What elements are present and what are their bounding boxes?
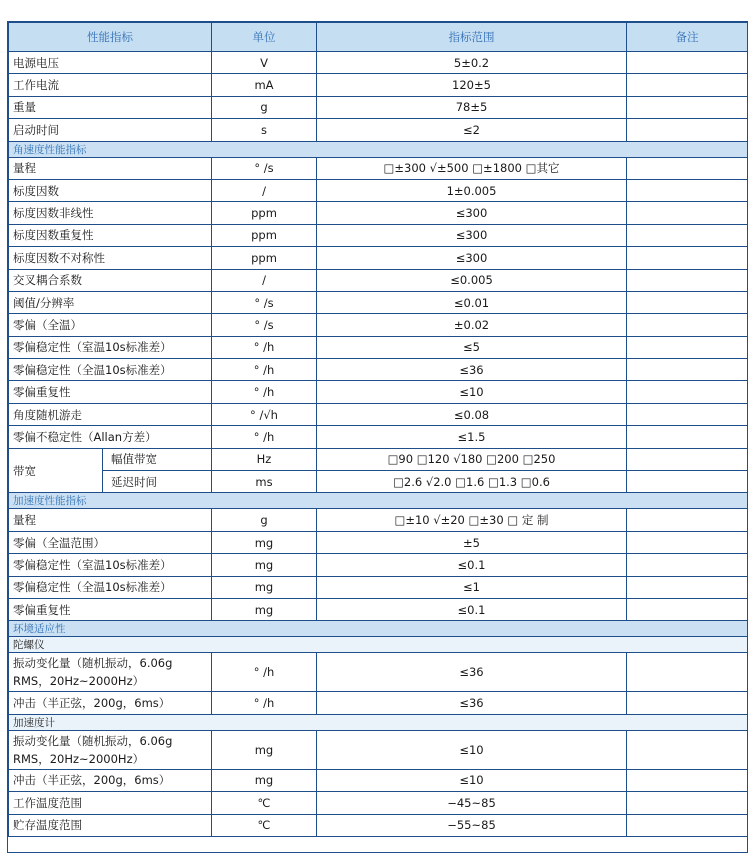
param-note xyxy=(627,269,748,291)
section-accel xyxy=(9,493,748,509)
param-name: 标度因数非线性 xyxy=(9,202,212,224)
param-value: ≤300 xyxy=(317,224,627,246)
param-note xyxy=(627,179,748,201)
param-unit: ℃ xyxy=(212,814,317,836)
param-name: 量程 xyxy=(9,509,212,531)
param-unit: mA xyxy=(212,74,317,96)
param-value: ≤300 xyxy=(317,202,627,224)
param-value: ±5 xyxy=(317,531,627,553)
param-name: 工作电流 xyxy=(9,74,212,96)
param-value: 120±5 xyxy=(317,74,627,96)
param-name: 贮存温度范围 xyxy=(9,814,212,836)
table-row xyxy=(9,269,748,291)
table-row xyxy=(9,509,748,531)
param-note xyxy=(627,471,748,493)
table-row xyxy=(9,336,748,358)
param-note xyxy=(627,157,748,179)
param-unit: mg xyxy=(212,769,317,791)
param-note xyxy=(627,509,748,531)
param-note xyxy=(627,426,748,448)
param-unit: mg xyxy=(212,576,317,598)
table-row xyxy=(9,448,748,470)
param-name: 零偏重复性 xyxy=(9,381,212,403)
header-note: 备注 xyxy=(627,23,748,52)
table-row xyxy=(9,52,748,74)
table-row xyxy=(9,730,748,769)
table-header-row xyxy=(9,23,748,52)
param-name: 延迟时间 xyxy=(103,471,212,493)
param-value: ≤2 xyxy=(317,119,627,141)
table-row xyxy=(9,247,748,269)
param-unit: ° /√h xyxy=(212,403,317,425)
param-note xyxy=(627,598,748,620)
table-row xyxy=(9,381,748,403)
param-note xyxy=(627,792,748,814)
param-name: 冲击（半正弦，200g，6ms） xyxy=(9,692,212,714)
table-row xyxy=(9,224,748,246)
param-name: 振动变化量（随机振动，6.06g RMS，20Hz~2000Hz） xyxy=(9,653,212,692)
param-note xyxy=(627,554,748,576)
param-value: ≤0.1 xyxy=(317,554,627,576)
param-note xyxy=(627,653,748,692)
param-name: 零偏稳定性（全温10s标准差） xyxy=(9,576,212,598)
param-name: 标度因数 xyxy=(9,179,212,201)
param-unit: ° /h xyxy=(212,336,317,358)
param-name: 标度因数不对称性 xyxy=(9,247,212,269)
param-unit: ms xyxy=(212,471,317,493)
param-value: −45~85 xyxy=(317,792,627,814)
spec-table xyxy=(8,22,748,837)
param-name: 电源电压 xyxy=(9,52,212,74)
subsection-accel xyxy=(9,714,748,730)
param-unit: g xyxy=(212,96,317,118)
header-range: 指标范围 xyxy=(317,23,627,52)
param-note xyxy=(627,119,748,141)
param-note xyxy=(627,74,748,96)
param-name: 工作温度范围 xyxy=(9,792,212,814)
param-value: ≤300 xyxy=(317,247,627,269)
param-note xyxy=(627,814,748,836)
param-note xyxy=(627,730,748,769)
param-name: 振动变化量（随机振动，6.06g RMS，20Hz~2000Hz） xyxy=(9,730,212,769)
param-note xyxy=(627,576,748,598)
param-name: 零偏（全温范围） xyxy=(9,531,212,553)
param-value: □90 □120 √180 □200 □250 xyxy=(317,448,627,470)
param-note xyxy=(627,769,748,791)
param-note xyxy=(627,531,748,553)
param-unit: ° /s xyxy=(212,291,317,313)
param-unit: s xyxy=(212,119,317,141)
param-unit: ℃ xyxy=(212,792,317,814)
header-param: 性能指标 xyxy=(9,23,212,52)
param-unit: ppm xyxy=(212,247,317,269)
param-note xyxy=(627,359,748,381)
param-name: 标度因数重复性 xyxy=(9,224,212,246)
param-name: 阈值/分辨率 xyxy=(9,291,212,313)
param-unit: / xyxy=(212,179,317,201)
param-note xyxy=(627,448,748,470)
param-unit: ° /s xyxy=(212,157,317,179)
param-unit: mg xyxy=(212,598,317,620)
param-value: ≤36 xyxy=(317,653,627,692)
param-value: ≤0.08 xyxy=(317,403,627,425)
table-row xyxy=(9,471,748,493)
table-row xyxy=(9,403,748,425)
section-gyro-label: 角速度性能指标 xyxy=(9,141,748,157)
param-name: 零偏重复性 xyxy=(9,598,212,620)
param-unit: mg xyxy=(212,730,317,769)
table-row xyxy=(9,74,748,96)
table-row xyxy=(9,157,748,179)
param-name: 角度随机游走 xyxy=(9,403,212,425)
param-note xyxy=(627,403,748,425)
param-value: 1±0.005 xyxy=(317,179,627,201)
param-name: 启动时间 xyxy=(9,119,212,141)
table-row xyxy=(9,531,748,553)
table-row xyxy=(9,179,748,201)
section-accel-label: 加速度性能指标 xyxy=(9,493,748,509)
param-value: □±10 √±20 □±30 □ 定 制 xyxy=(317,509,627,531)
param-name: 量程 xyxy=(9,157,212,179)
param-value: 78±5 xyxy=(317,96,627,118)
table-row xyxy=(9,692,748,714)
param-name: 零偏稳定性（室温10s标准差） xyxy=(9,336,212,358)
table-row xyxy=(9,814,748,836)
bandwidth-label: 带宽 xyxy=(9,448,103,493)
param-value: −55~85 xyxy=(317,814,627,836)
param-unit: ° /h xyxy=(212,653,317,692)
param-unit: mg xyxy=(212,531,317,553)
param-value: ≤36 xyxy=(317,692,627,714)
table-row xyxy=(9,792,748,814)
param-note xyxy=(627,96,748,118)
param-note xyxy=(627,52,748,74)
param-unit: ° /h xyxy=(212,426,317,448)
subsection-gyro xyxy=(9,637,748,653)
header-unit: 单位 xyxy=(212,23,317,52)
param-note xyxy=(627,224,748,246)
param-note xyxy=(627,692,748,714)
param-value: ≤36 xyxy=(317,359,627,381)
subsection-gyro-label: 陀螺仪 xyxy=(9,637,748,653)
param-unit: ppm xyxy=(212,224,317,246)
param-name: 幅值带宽 xyxy=(103,448,212,470)
table-row xyxy=(9,202,748,224)
table-row xyxy=(9,96,748,118)
table-row xyxy=(9,314,748,336)
table-row xyxy=(9,359,748,381)
param-note xyxy=(627,247,748,269)
param-name: 零偏（全温） xyxy=(9,314,212,336)
param-value: □2.6 √2.0 □1.6 □1.3 □0.6 xyxy=(317,471,627,493)
param-value: ≤0.005 xyxy=(317,269,627,291)
param-unit: / xyxy=(212,269,317,291)
param-unit: ° /h xyxy=(212,359,317,381)
table-row xyxy=(9,554,748,576)
param-unit: V xyxy=(212,52,317,74)
param-value: ≤1 xyxy=(317,576,627,598)
param-value: ≤10 xyxy=(317,730,627,769)
section-environment xyxy=(9,621,748,637)
param-unit: ° /s xyxy=(212,314,317,336)
param-name: 零偏稳定性（全温10s标准差） xyxy=(9,359,212,381)
param-note xyxy=(627,336,748,358)
param-value: ≤10 xyxy=(317,769,627,791)
param-unit: mg xyxy=(212,554,317,576)
param-value: ≤5 xyxy=(317,336,627,358)
param-value: ±0.02 xyxy=(317,314,627,336)
table-row xyxy=(9,769,748,791)
param-value: □±300 √±500 □±1800 □其它 xyxy=(317,157,627,179)
section-gyro xyxy=(9,141,748,157)
table-row xyxy=(9,576,748,598)
param-note xyxy=(627,202,748,224)
param-value: ≤0.1 xyxy=(317,598,627,620)
subsection-accel-label: 加速度计 xyxy=(9,714,748,730)
param-value: ≤0.01 xyxy=(317,291,627,313)
param-note xyxy=(627,314,748,336)
param-name: 冲击（半正弦，200g，6ms） xyxy=(9,769,212,791)
param-name: 重量 xyxy=(9,96,212,118)
param-unit: ° /h xyxy=(212,381,317,403)
table-row xyxy=(9,119,748,141)
table-row xyxy=(9,653,748,692)
param-unit: Hz xyxy=(212,448,317,470)
param-name: 零偏不稳定性（Allan方差） xyxy=(9,426,212,448)
param-name: 零偏稳定性（室温10s标准差） xyxy=(9,554,212,576)
param-name: 交叉耦合系数 xyxy=(9,269,212,291)
table-row xyxy=(9,426,748,448)
table-row xyxy=(9,598,748,620)
param-note xyxy=(627,381,748,403)
param-unit: ° /h xyxy=(212,692,317,714)
param-value: 5±0.2 xyxy=(317,52,627,74)
section-environment-label: 环境适应性 xyxy=(9,621,748,637)
param-value: ≤1.5 xyxy=(317,426,627,448)
param-value: ≤10 xyxy=(317,381,627,403)
param-note xyxy=(627,291,748,313)
param-unit: g xyxy=(212,509,317,531)
table-row xyxy=(9,291,748,313)
param-unit: ppm xyxy=(212,202,317,224)
